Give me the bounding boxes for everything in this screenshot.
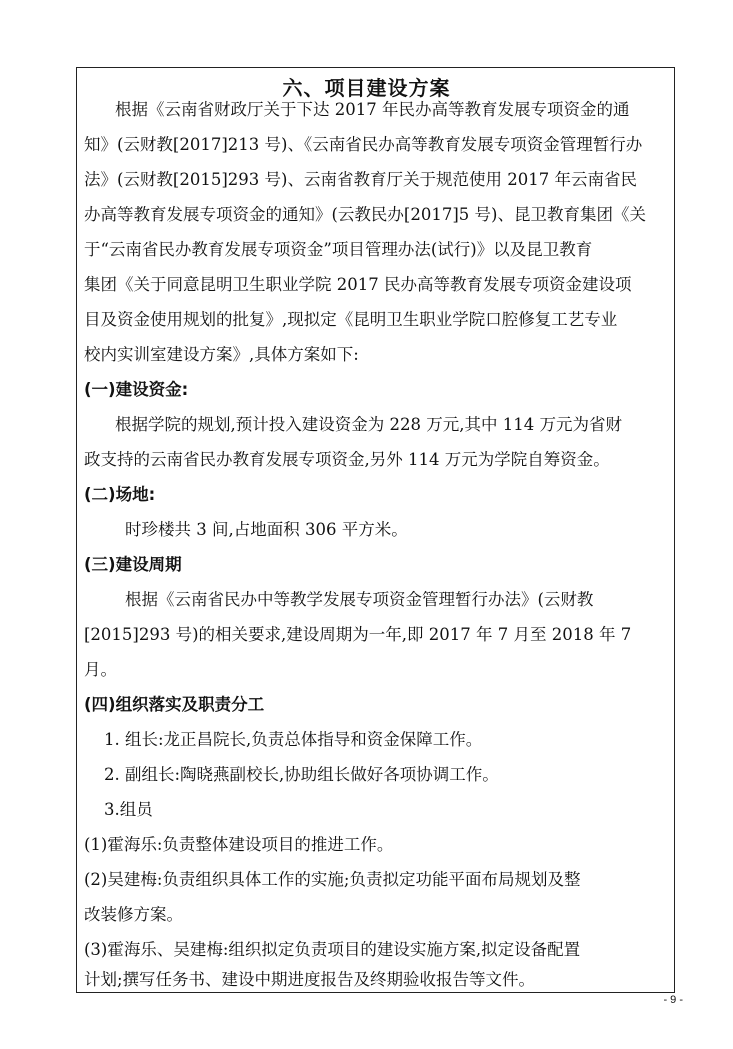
page-number: - 9 - xyxy=(663,994,683,1006)
page-title: 六、项目建设方案 xyxy=(282,76,451,100)
section-text: [2015]293 号)的相关要求,建设周期为一年,即 2017 年 7 月至 2018 年 7 xyxy=(84,625,632,644)
section-text: (1)霍海乐:负责整体建设项目的推进工作。 xyxy=(84,835,394,854)
section-text: 改装修方案。 xyxy=(84,905,183,924)
section-text: 时珍楼共 3 间,占地面积 306 平方米。 xyxy=(125,520,408,539)
section-text: 根据《云南省民办中等教学发展专项资金管理暂行办法》(云财教 xyxy=(125,590,594,609)
intro-line: 法》(云财教[2015]293 号)、云南省教育厅关于规范使用 2017 年云南省民 xyxy=(84,170,637,189)
intro-line: 根据《云南省财政厅关于下达 2017 年民办高等教育发展专项资金的通 xyxy=(115,100,630,119)
section-text: 计划;撰写任务书、建设中期进度报告及终期验收报告等文件。 xyxy=(84,970,536,989)
intro-line: 于“云南省民办教育发展专项资金”项目管理办法(试行)》以及昆卫教育 xyxy=(84,240,593,259)
intro-line: 集团《关于同意昆明卫生职业学院 2017 民办高等教育发展专项资金建设项 xyxy=(84,275,632,294)
section-text: (3)霍海乐、吴建梅:组织拟定负责项目的建设实施方案,拟定设备配置 xyxy=(84,940,581,959)
section-text: 3.组员 xyxy=(104,800,153,819)
intro-line: 知》(云财教[2017]213 号)、《云南省民办高等教育发展专项资金管理暂行办 xyxy=(84,135,643,154)
section-text: 1. 组长:龙正昌院长,负责总体指导和资金保障工作。 xyxy=(104,730,483,749)
intro-line: 目及资金使用规划的批复》,现拟定《昆明卫生职业学院口腔修复工艺专业 xyxy=(84,310,618,329)
intro-line: 校内实训室建设方案》,具体方案如下: xyxy=(84,345,359,364)
section-heading-funds: (一)建设资金: xyxy=(84,380,189,399)
section-text: 根据学院的规划,预计投入建设资金为 228 万元,其中 114 万元为省财 xyxy=(115,415,622,434)
section-text: 政支持的云南省民办教育发展专项资金,另外 114 万元为学院自筹资金。 xyxy=(84,450,610,469)
section-heading-site: (二)场地: xyxy=(84,485,156,504)
section-heading-organization: (四)组织落实及职责分工 xyxy=(84,695,265,714)
intro-line: 办高等教育发展专项资金的通知》(云教民办[2017]5 号)、昆卫教育集团《关 xyxy=(84,205,646,224)
section-heading-period: (三)建设周期 xyxy=(84,555,182,574)
section-text: 2. 副组长:陶晓燕副校长,协助组长做好各项协调工作。 xyxy=(104,765,499,784)
section-text: (2)吴建梅:负责组织具体工作的实施;负责拟定功能平面布局规划及整 xyxy=(84,870,581,889)
section-text: 月。 xyxy=(84,660,117,679)
